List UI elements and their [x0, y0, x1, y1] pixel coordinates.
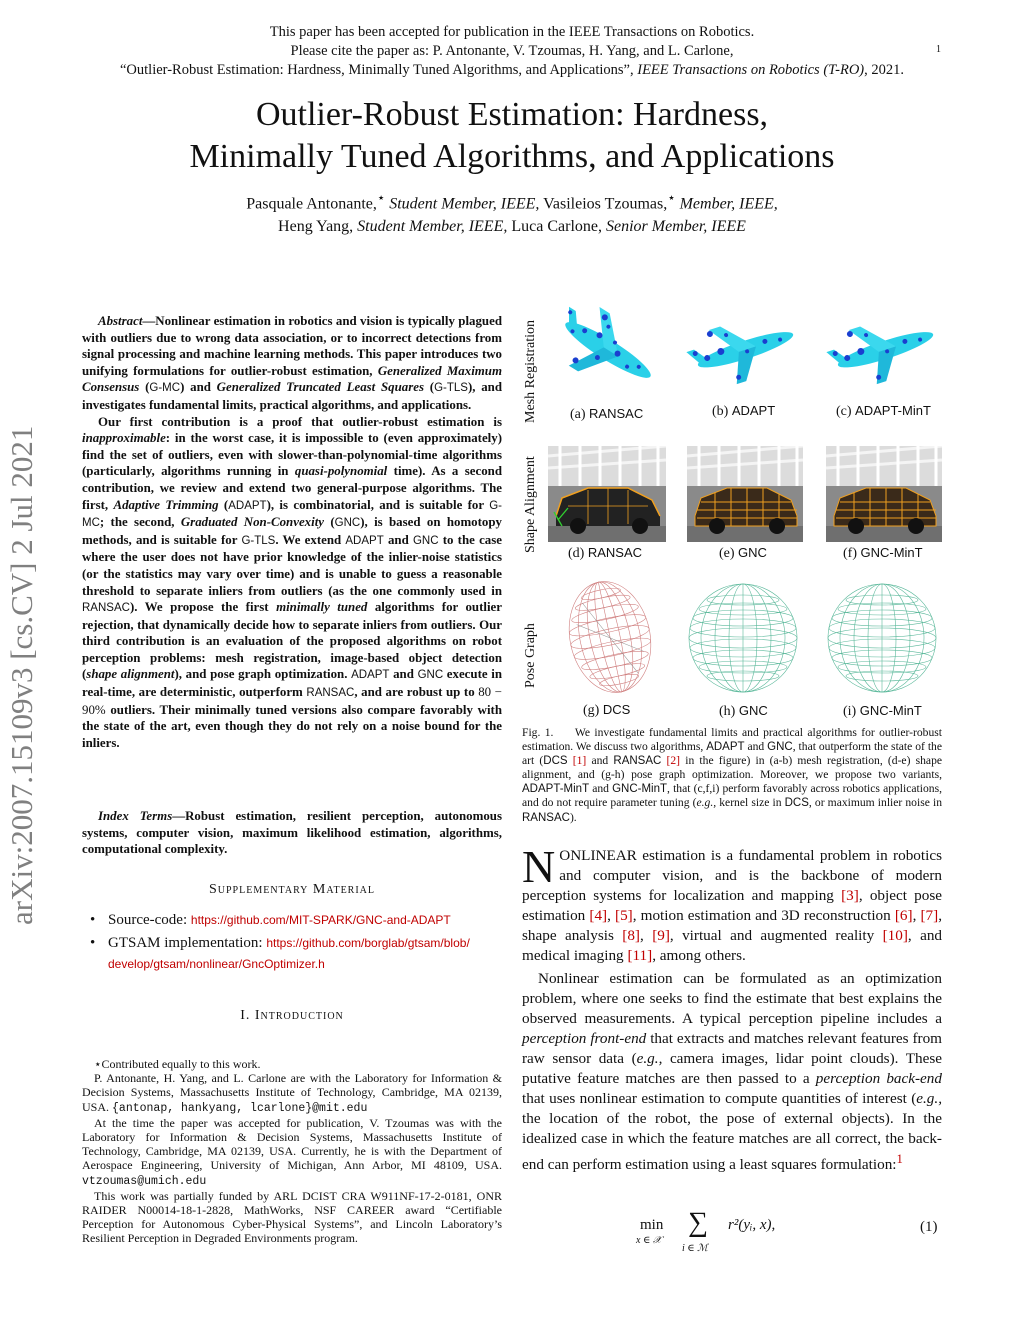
panel-c-plane-image: [825, 296, 943, 394]
caption-a: (a) RANSAC: [570, 406, 644, 422]
header-line-3-c: , 2021.: [864, 62, 904, 78]
footnote-funding: This work was partially funded by ARL DCIST CRA W911NF-17-2-0181, ONR RAIDER N00014-18-1-2828, MathWorks, NSF CAREER award “Certifiable Perception for Autonomous Cyber-Physical Systems”, and Lincoln Laboratory’s Resilient Perception in Degraded Environments program.: [82, 1188, 502, 1246]
header-line-1: This paper has been accepted for publication in the IEEE Transactions on Robotics.: [269, 24, 755, 40]
caption-f: (f) GNC-MinT: [843, 545, 923, 561]
panel-a-plane-image: [548, 298, 668, 403]
ref-1-link[interactable]: [1]: [572, 754, 587, 768]
eq-body: r²(yᵢ, x),: [728, 1217, 776, 1233]
title-line-1: Outlier-Robust Estimation: Hardness,: [255, 96, 769, 133]
page-number: 1: [936, 44, 941, 55]
supp-gtsam-label: GTSAM implementation:: [108, 935, 263, 951]
figure-caption: Fig. 1. We investigate fundamental limits and practical algorithms for outlier-robust estimation. We discuss two algorithms, ADAPT and GNC, that outperform the state of the art (DCS [1] and RANSAC [2] in the figure) in (a-b) mesh registration, (d-e) shape alignment, and (g-h) pose graph optimization. Moreover, we propose two variants, ADAPT-MinT and GNC-MinT, that (c,f,i) perform favorably across robotics applications, and do not require parameter tuning (e.g., kernel size in DCS, or maximum inlier noise in RANSAC).: [522, 726, 943, 824]
row-label-shape: Shape Alignment: [523, 456, 538, 553]
abstract-label: Abstract: [98, 314, 143, 328]
figure-label: Fig. 1.: [522, 726, 554, 739]
intro-text: [522, 841, 943, 1175]
footnote-1-link[interactable]: 1: [896, 1152, 903, 1166]
header-journal: IEEE Transactions on Robotics (T-RO): [637, 62, 865, 78]
panel-d-car-image: [548, 446, 666, 542]
ref-11-link[interactable]: [11]: [627, 947, 653, 964]
abstract: Abstract—Nonlinear estimation in robotics and vision is typically plagued with outliers due to wrong data association, or to incorrect detections from signal processing and machine learning methods. This paper introduces two unifying formulations for outlier-robust estimation, Generalized Maximum Consensus (G-MC) and Generalized Truncated Least Squares (G-TLS), and investigates fundamental limits, practical algorithms, and applications. Our first contribution is a proof that outlier-robust estimation is inapproximable: in the worst case, it is impossible to (even approximately) find the set of outliers, even with slower-than-polynomial-time algorithms (particularly, algorithms running in quasi-polynomial time). As a second contribution, we review and extend two general-purpose algorithms. The first, Adaptive Trimming (ADAPT), is combinatorial, and is suitable for G-MC; the second, Graduated Non-Convexity (GNC), is based on homotopy methods, and is suitable for G-TLS. We extend ADAPT and GNC to the case where the user does not have prior knowledge of the inlier-noise statistics (or the statistics may vary over time) and is unable to guess a reasonable threshold to separate inliers from outliers (as the one commonly used in RANSAC). We propose the first minimally tuned algorithms for outlier rejection, that dynamically decide how to separate inliers from outliers. Our third contribution is an evaluation of the proposed algorithms on robot perception problems: mesh registration, image-based object detection (shape alignment), and pose graph optimization. ADAPT and GNC execute in real-time, are deterministic, outperform RANSAC, and are robust up to 80 − 90% outliers. Their minimally tuned versions also compare favorably with the state of the art, even though they do not rely on a noise bound for the inliers.: [82, 314, 503, 750]
drop-cap: N: [522, 841, 556, 892]
panel-e-car-image: [687, 446, 803, 542]
author-list: [0, 186, 1024, 238]
paper-title: [0, 94, 1024, 178]
author-3-role: Student Member, IEEE,: [357, 218, 508, 236]
panel-i-sphere-image: [823, 582, 941, 694]
equation-number: (1): [920, 1219, 938, 1235]
caption-b: (b) ADAPT: [712, 403, 776, 419]
index-terms: Index Terms—Robust estimation, resilient perception, autonomous systems, computer vision, maximum likelihood estimation, algorithms, computational complexity.: [82, 809, 502, 857]
panel-b-plane-image: [685, 296, 803, 394]
supp-source-label: Source-code:: [108, 912, 188, 928]
row-label-pose: Pose Graph: [523, 623, 538, 688]
eq-sum: ∑: [688, 1207, 708, 1238]
header-line-3-a: “Outlier-Robust Estimation: Hardness, Minimally Tuned Algorithms, and Applications”,: [119, 62, 634, 78]
ref-5-link[interactable]: [5]: [615, 907, 633, 924]
supp-item-gtsam: • GTSAM implementation: https://github.com/borglab/gtsam/blob/ develop/gtsam/nonlinear/GncOptimizer.h: [90, 935, 470, 971]
panel-f-car-image: [826, 446, 942, 542]
eq-min: min: [640, 1217, 664, 1233]
author-1: Pasquale Antonante,: [246, 195, 377, 213]
author-3: Heng Yang,: [278, 218, 354, 236]
intro-paragraph-2: Nonlinear estimation can be formulated as an optimization problem, where one seeks to find the estimate that best explains the observed measurements. A typical perception pipeline includes a perception front-end that extracts and matches relevant features from raw sensor data (e.g., camera images, lidar point clouds). These putative feature matches are then passed to a perception back-end that uses nonlinear estimation to compute quantities of interest (e.g., the location of the robot, the pose of external objects). In the idealized case in which the feature matches are all correct, the back-end can perform estimation using a least squares formulation:$^1$: [522, 970, 942, 1174]
author-2: Vasileios Tzoumas,: [543, 195, 668, 213]
gtsam-link-part-1[interactable]: https://github.com/borglab/gtsam/blob/: [266, 936, 470, 950]
caption-h: (h) GNC: [719, 703, 768, 719]
author-4: Luca Carlone,: [511, 218, 602, 236]
author-4-role: Senior Member, IEEE: [605, 218, 746, 236]
caption-g: (g) DCS: [583, 702, 631, 718]
ref-2-link[interactable]: [2]: [666, 754, 681, 768]
source-code-link[interactable]: https://github.com/MIT-SPARK/GNC-and-ADAPT: [190, 913, 451, 927]
supplementary-list: [82, 910, 502, 975]
ref-9-link[interactable]: [9]: [652, 927, 670, 944]
ref-3-link[interactable]: [3]: [841, 887, 859, 904]
star-2: ⋆: [667, 190, 676, 205]
arxiv-stamp: arXiv:2007.15109v3 [cs.CV] 2 Jul 2021: [4, 425, 39, 925]
panel-h-sphere-image: [684, 582, 802, 694]
caption-d: (d) RANSAC: [568, 545, 643, 561]
ref-6-link[interactable]: [6]: [894, 907, 913, 924]
header-line-2: Please cite the paper as: P. Antonante, V. Tzoumas, H. Yang, and L. Carlone,: [290, 43, 734, 59]
footnote-tzoumas: At the time the paper was accepted for publication, V. Tzoumas was with the Laboratory for Information & Decision Systems, Massachusetts Institute of Technology, Cambridge, MA 02139, USA. Currently, he is with the Department of Aerospace Engineering, University of Michigan, Ann Arbor, MI 48109, USA. vtzoumas@umich.edu: [82, 1115, 502, 1188]
author-1-role: Student Member, IEEE,: [389, 195, 540, 213]
gtsam-link-part-2[interactable]: develop/gtsam/nonlinear/GncOptimizer.h: [108, 957, 325, 971]
footnote-mit: P. Antonante, H. Yang, and L. Carlone are with the Laboratory for Information & Decision Systems, Massachusetts Institute of Technology, Cambridge, MA 02139, USA. {antonap, hankyang, lcarlone}@mit.edu: [82, 1071, 502, 1115]
panel-g-sphere-image: [560, 578, 660, 696]
header-line-3: [0, 61, 1024, 80]
caption-e: (e) GNC: [719, 545, 767, 561]
author-2-role: Member, IEEE,: [679, 195, 778, 213]
star-1: ⋆: [376, 190, 386, 205]
footnotes: [82, 1057, 502, 1246]
ref-8-link[interactable]: [8]: [622, 927, 640, 944]
caption-c: (c) ADAPT-MinT: [836, 403, 931, 419]
footnote-equal: ⋆Contributed equally to this work.: [94, 1057, 261, 1071]
supp-item-source: • Source-code: https://github.com/MIT-SPARK/GNC-and-ADAPT: [90, 912, 451, 928]
row-label-mesh: Mesh Registration: [523, 319, 538, 423]
supplementary-heading: Supplementary Material: [208, 882, 376, 897]
equation-1: [636, 1207, 916, 1263]
ref-4-link[interactable]: [4]: [589, 907, 608, 924]
section-1-heading: I. Introduction: [240, 1008, 344, 1023]
ref-10-link[interactable]: [10]: [882, 927, 908, 944]
ref-7-link[interactable]: [7]: [920, 907, 939, 924]
index-terms-label: Index Terms: [98, 809, 173, 823]
intro-paragraph-1: NONLINEAR estimation is a fundamental problem in robotics and computer vision, and is the backbone of modern perception systems for localization and mapping [3], object pose estimation [4], [5], motion estimation and 3D reconstruction [6], [7], shape analysis [8], [9], virtual and augmented reality [10], and medical imaging [11], among others.: [522, 841, 943, 964]
caption-i: (i) GNC-MinT: [843, 703, 922, 719]
eq-min-sub: x ∈ 𝒳: [636, 1235, 662, 1246]
eq-sum-sub: i ∈ ℳ: [682, 1243, 708, 1254]
title-line-2: Minimally Tuned Algorithms, and Applications: [189, 138, 835, 175]
